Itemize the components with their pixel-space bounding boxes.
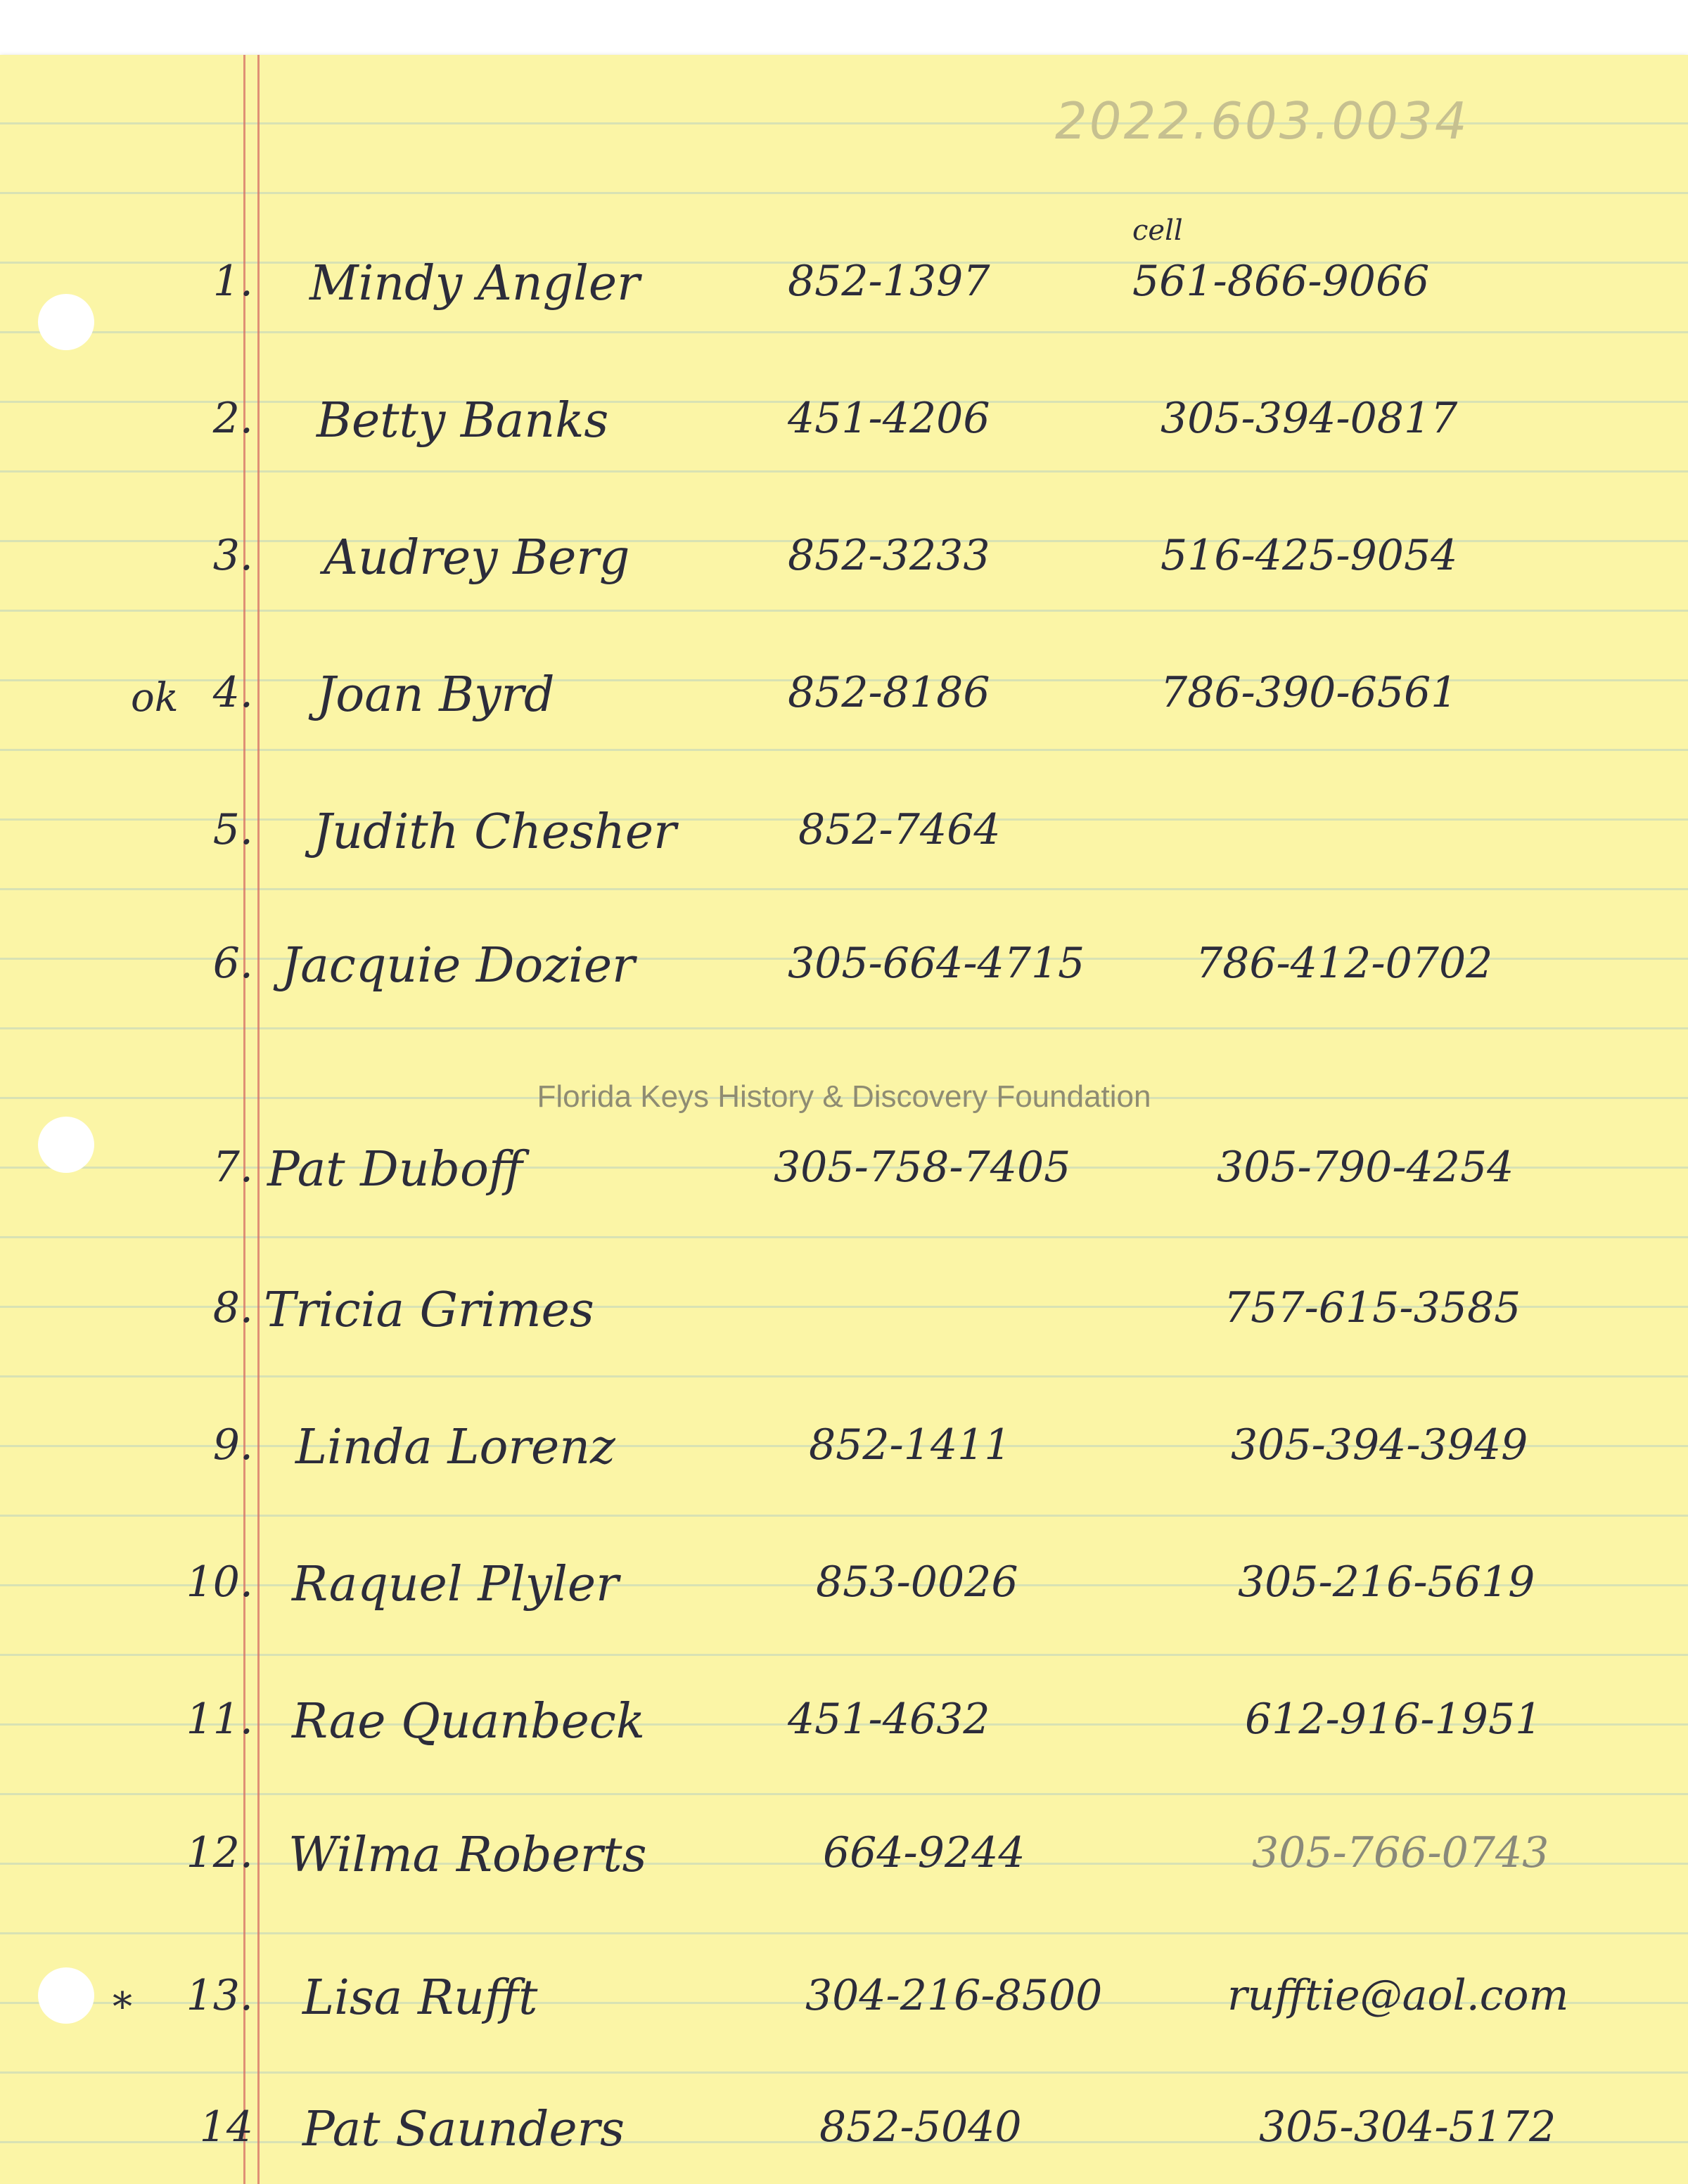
list-item [0,1694,1688,1768]
entry-cell-phone: 786-390-6561 [1160,668,1458,717]
entry-number: 13. [186,1971,253,2020]
ok-mark: ok [131,675,179,721]
entry-cell-phone: 757-615-3585 [1224,1283,1521,1332]
entry-number: 2. [212,394,253,443]
entry-name: Linda Lorenz [295,1420,615,1475]
entry-number: 3. [212,531,253,580]
list-item [0,256,1688,330]
entry-name: Pat Duboff [267,1142,523,1197]
entry-cell-phone: 786-412-0702 [1196,939,1493,988]
entry-phone: 852-5040 [819,2102,1022,2152]
cell-label: cell [1132,214,1183,247]
entry-cell-phone: 305-766-0743 [1252,1828,1549,1877]
entry-name: Jacquie Dozier [281,938,635,994]
entry-name: Rae Quanbeck [292,1694,646,1749]
entry-name: Wilma Roberts [288,1828,647,1883]
entry-phone: 451-4206 [788,394,990,443]
entry-phone: 304-216-8500 [805,1971,1103,2020]
entry-name: Lisa Rufft [302,1970,538,2026]
entry-phone: 853-0026 [816,1557,1018,1607]
list-item [0,393,1688,468]
entry-number: 12. [186,1828,253,1877]
entry-phone: 852-1411 [809,1420,1011,1470]
entry-number: 1. [212,257,253,306]
watermark: Florida Keys History & Discovery Foundation [537,1079,1151,1114]
list-item [0,938,1688,1013]
entry-number: 14 [199,2102,253,2152]
entry-phone: 664-9244 [823,1828,1025,1877]
entry-cell-phone: 305-304-5172 [1259,2102,1556,2152]
entry-cell-phone: 516-425-9054 [1160,531,1458,580]
entry-number: 9. [212,1420,253,1470]
list-item [0,1142,1688,1216]
entry-phone: 305-664-4715 [788,939,1085,988]
entry-cell-phone: 305-216-5619 [1238,1557,1535,1607]
entry-name: Pat Saunders [302,2102,625,2157]
list-item [0,530,1688,605]
entry-phone: 852-7464 [798,805,1001,854]
entry-phone: 852-3233 [788,531,990,580]
entry-cell-phone: 561-866-9066 [1132,257,1430,306]
entry-name: Mindy Angler [309,256,640,311]
entry-phone: 852-1397 [788,257,990,306]
entry-name: Raquel Plyler [292,1557,619,1612]
list-item [0,1970,1688,2045]
entry-name: Tricia Grimes [264,1283,594,1338]
entry-phone: 451-4632 [788,1695,990,1744]
list-item [0,1283,1688,1357]
entry-name: Joan Byrd [316,667,555,723]
list-item [0,1557,1688,1631]
entry-phone: 852-8186 [788,668,990,717]
star-mark: * [113,1984,132,2030]
entry-number: 4. [212,668,253,717]
entry-number: 10. [186,1557,253,1607]
entry-cell-phone: 305-394-3949 [1231,1420,1528,1470]
list-item [0,1828,1688,1902]
list-item [0,2102,1688,2176]
entry-cell-phone: 305-790-4254 [1217,1143,1514,1192]
entry-cell-phone: 612-916-1951 [1245,1695,1542,1744]
entry-number: 5. [212,805,253,854]
list-item [0,1420,1688,1494]
entry-name: Betty Banks [316,393,609,449]
entry-number: 6. [212,939,253,988]
entry-number: 8. [212,1283,253,1332]
list-item [0,667,1688,742]
entry-email: rufftie@aol.com [1227,1971,1569,2020]
entry-name: Audrey Berg [324,530,630,586]
catalog-number: 2022.603.0034 [1055,91,1469,150]
entry-number: 7. [212,1143,253,1192]
entry-number: 11. [186,1695,253,1744]
entry-phone: 305-758-7405 [774,1143,1071,1192]
entry-name: Judith Chesher [313,804,677,860]
list-item [0,804,1688,879]
entry-cell-phone: 305-394-0817 [1160,394,1458,443]
